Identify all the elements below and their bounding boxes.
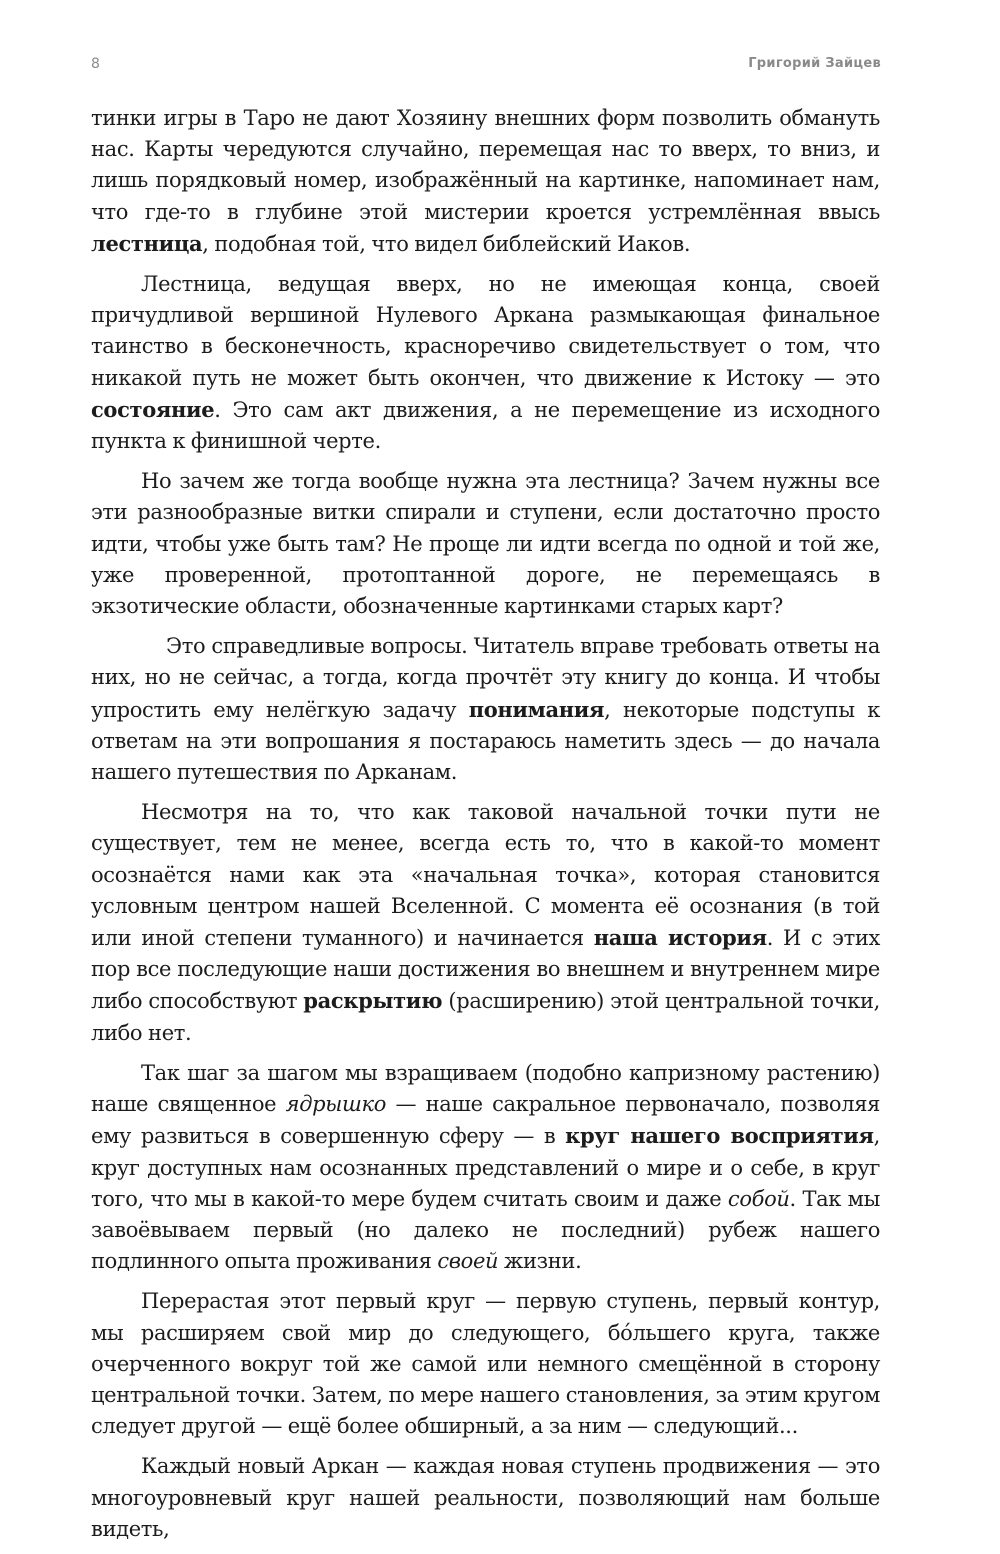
text-run: . Так мы завоёвываем первый (но далеко не последний) рубеж нашего подлинного опыта проживания	[91, 1186, 880, 1274]
text-run: . Это сам акт движения, а не перемещение из исходного пункта к финишной черте.	[91, 397, 880, 454]
text-run: тинки игры в Таро не дают Хозяину внешних форм позволить обмануть нас. Карты чередуются случайно, перемещая нас то вверх, то вниз, и лишь порядковый номер, изображённый на картинке, напоминает нам, что где-то в глубине этой мистерии кроется устремлённая ввысь	[91, 106, 880, 224]
page-number: 8	[91, 56, 101, 72]
text-run: — наше сакральное первоначало, позволяя ему развиться в совершенную сферу — в	[91, 1092, 880, 1149]
italic-term: своей	[437, 1249, 499, 1274]
text-run: , некоторые подступы к ответам на эти вопрошания я постараюсь наметить здесь — до начала нашего путешествия по Арканам.	[91, 697, 881, 785]
page-header	[91, 56, 881, 78]
running-head-author: Григорий Зайцев	[748, 56, 881, 71]
text-run: (расширению) этой центральной точки, либо нет.	[91, 989, 880, 1045]
body-text	[91, 103, 880, 1554]
paragraph	[91, 1286, 880, 1442]
text-run: . И с этих пор все последующие наши достижения во внешнем и внутреннем мире либо способствуют	[91, 926, 881, 1014]
paragraph	[91, 269, 880, 457]
bold-term: понимания	[468, 696, 605, 722]
paragraph	[91, 1451, 880, 1545]
text-run: , круг доступных нам осознанных представлений о мире и о себе, в круг того, что мы в какой-то мере будем считать своим и даже	[91, 1124, 880, 1211]
bold-term: лестница	[91, 230, 203, 256]
text-run: Но зачем же тогда вообще нужна эта лестница? Зачем нужны все эти разнообразные витки спирали и ступени, если достаточно просто идти, чтобы уже быть там? Не проще ли идти всегда по одной и той же, уже проверенной, протоптанной дороге, не перемещаясь в экзотические области, обозначенные картинками старых карт?	[91, 469, 880, 619]
bold-term: состояние	[91, 396, 215, 422]
text-run: Так шаг за шагом мы взращиваем (подобно капризному растению) наше священное	[91, 1060, 880, 1117]
text-run: Это справедливые вопросы. Читатель вправе требовать ответы на них, но не сейчас, а тогда, когда прочтёт эту книгу до конца. И чтобы упростить ему нелёгкую задачу	[91, 634, 880, 722]
paragraph	[91, 103, 880, 260]
italic-term: ядрышко	[285, 1092, 387, 1117]
text-run: Лестница, ведущая вверх, но не имеющая конца, своей причудливой вершиной Нулевого Аркана размыкающая финальное таинство в бесконечность, красноречиво свидетельствует о том, что никакой путь не может быть окончен, что движение к Истоку — это	[91, 272, 880, 390]
text-run: Каждый новый Аркан — каждая новая ступень продвижения — это многоуровневый круг нашей реальности, позволяющий нам больше видеть,	[91, 1454, 880, 1541]
paragraph	[91, 631, 880, 788]
paragraph	[91, 466, 880, 622]
paragraph	[91, 797, 880, 1049]
bold-term: круг нашего восприятия	[565, 1123, 874, 1149]
bold-term: раскрытию	[303, 988, 443, 1014]
text-run: Несмотря на то, что как таковой начальной точки пути не существует, тем не менее, всегда есть то, что в какой-то момент осознаётся нами как эта «начальная точка», которая становится условным центром нашей Вселенной. С момента её осознания (в той или иной степени туманного) и начинается	[91, 800, 880, 951]
bold-term: наша история	[593, 925, 767, 951]
text-run: , подобная той, что видел библейский Иаков.	[202, 231, 691, 256]
paragraph	[91, 1058, 880, 1277]
text-run: жизни.	[498, 1249, 582, 1274]
text-run: Перерастая этот первый круг — первую ступень, первый контур, мы расширяем свой мир до следующего, бóльшего круга, также очерченного вокруг той же самой или немного смещённой в сторону центральной точки. Затем, по мере нашего становления, за этим кругом следует другой — ещё более обширный, а за ним — следующий...	[91, 1289, 880, 1439]
italic-term: собой	[727, 1186, 790, 1211]
